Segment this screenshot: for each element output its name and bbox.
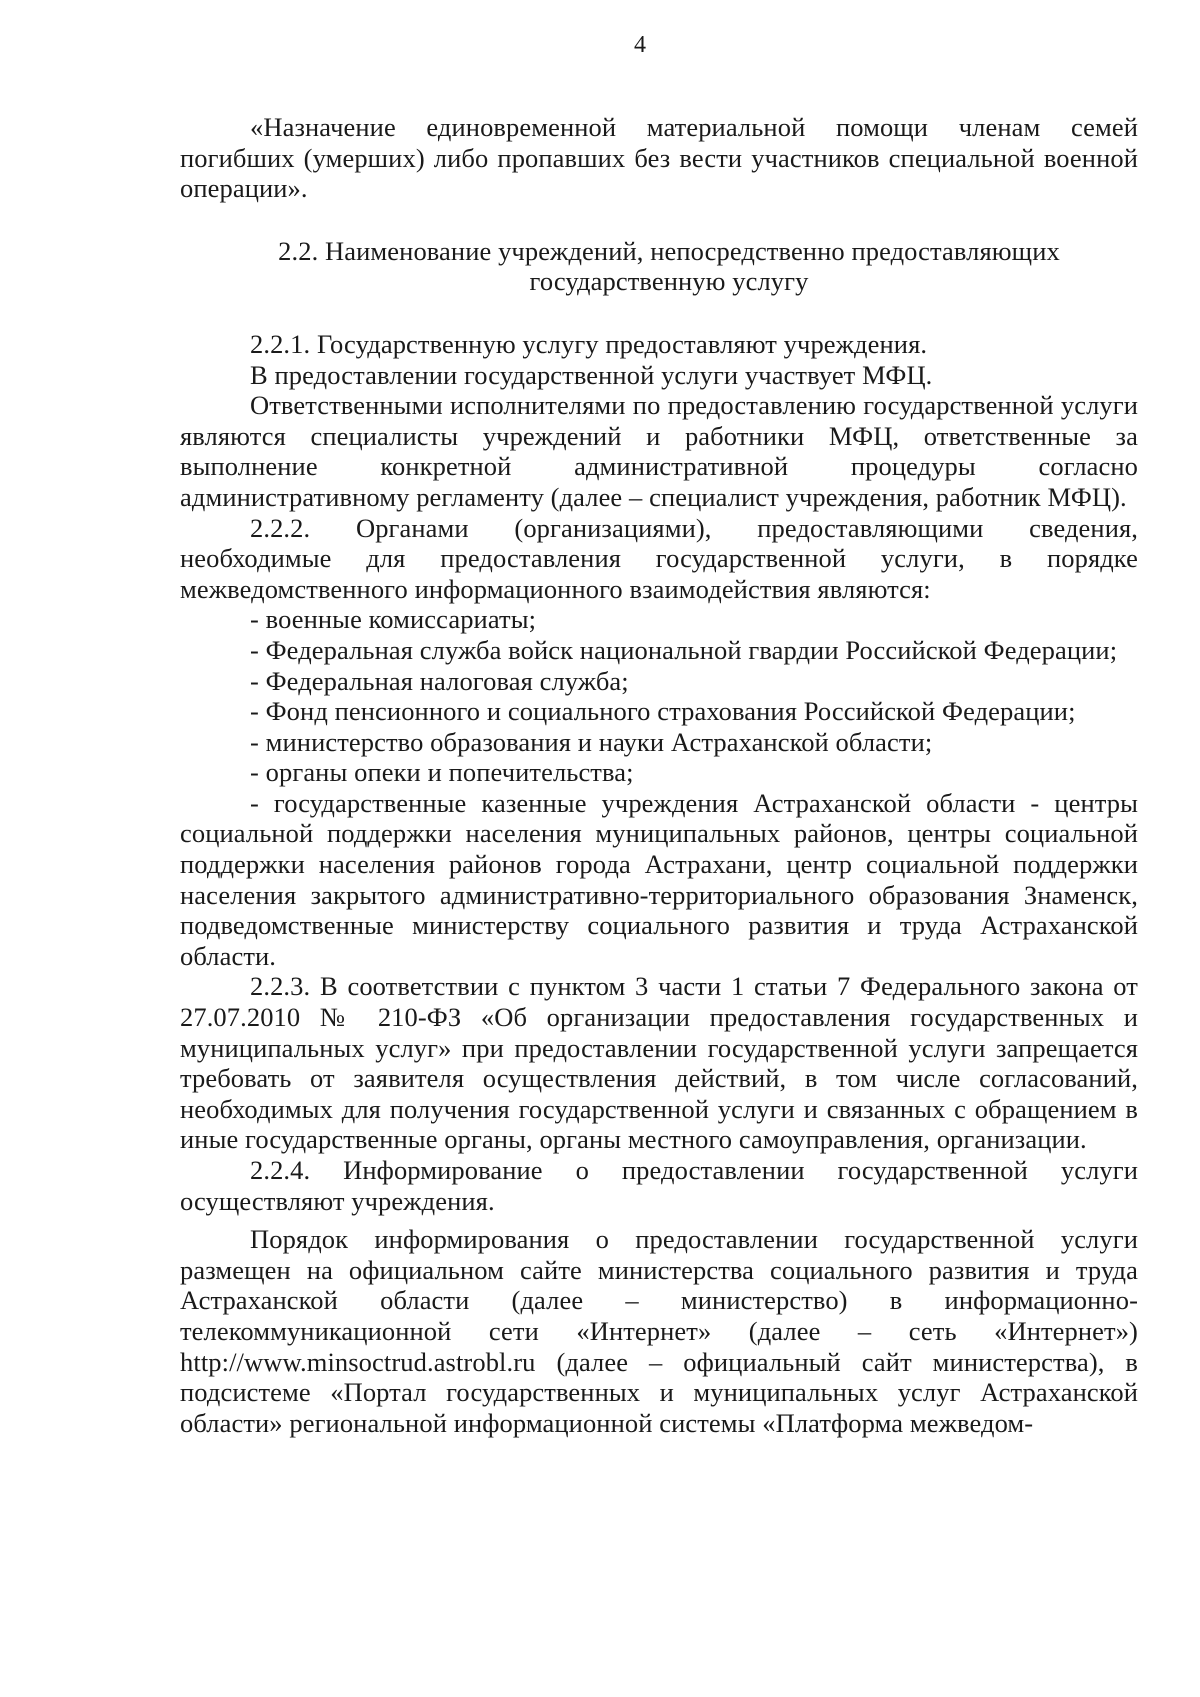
intro-paragraph: «Назначение единовременной материальной помощи членам семей погибших (умерших) либо пропавших без вести участников специальной военной операции». [180, 112, 1138, 204]
paragraph-2-2-2: 2.2.2. Органами (организациями), предоставляющими сведения, необходимые для предоставления государственной услуги, в порядке межведомственного информационного взаимодействия являются: [180, 512, 1138, 604]
paragraph-2-2-3: 2.2.3. В соответствии с пунктом 3 части 1 статьи 7 Федерального закона от 27.07.2010 № 210-ФЗ «Об организации предоставления государственных и муниципальных услуг» при предоставлении государственной услуги запрещается требовать от заявителя осуществления действий, в том числе согласований, необходимых для получения государственной услуги и связанных с обращением в иные государственные органы, органы местного самоуправления, организации. [180, 971, 1138, 1155]
section-heading-line2: государственную услугу [529, 266, 809, 297]
document-body [180, 112, 1138, 1438]
paragraph-2-2-4: 2.2.4. Информирование о предоставлении государственной услуги осуществляют учреждения. [180, 1155, 1138, 1216]
list-item: - Федеральная служба войск национальной гвардии Российской Федерации; [250, 634, 1118, 665]
paragraph-responsible: Ответственными исполнителями по предоставлению государственной услуги являются специалисты учреждений и работники МФЦ, ответственные за выполнение конкретной административной процедуры согласно административному регламенту (далее – специалист учреждения, работник МФЦ). [180, 390, 1138, 512]
list-item: - органы опеки и попечительства; [250, 757, 634, 788]
list-item: - государственные казенные учреждения Астраханской области - центры социальной поддержки населения муниципальных районов, центры социальной поддержки населения районов города Астрахани, центр социальной поддержки населения закрытого административно-территориального образования Знаменск, подведомственные министерству социального развития и труда Астраханской области. [180, 787, 1138, 971]
list-item: - Фонд пенсионного и социального страхования Российской Федерации; [250, 696, 1076, 727]
paragraph-information-order: Порядок информирования о предоставлении государственной услуги размещен на официальном сайте министерства социального развития и труда Астраханской области (далее – министерство) в информационно-телекоммуникационной сети «Интернет» (далее – сеть «Интернет») http://www.minsoctrud.astrobl.ru (далее – официальный сайт министерства), в подсистеме «Портал государственных и муниципальных услуг Астраханской области» региональной информационной системы «Платформа межведом- [180, 1224, 1138, 1438]
list-item: - Федеральная налоговая служба; [250, 665, 629, 696]
section-heading [180, 236, 1138, 297]
paragraph-mfc: В предоставлении государственной услуги участвует МФЦ. [250, 359, 933, 390]
list-item: - министерство образования и науки Астраханской области; [250, 726, 933, 757]
agencies-list [180, 604, 1138, 971]
section-heading-line1: 2.2. Наименование учреждений, непосредственно предоставляющих [278, 235, 1060, 266]
page-number: 4 [633, 32, 647, 58]
paragraph-2-2-1: 2.2.1. Государственную услугу предоставляют учреждения. [250, 328, 928, 359]
list-item: - военные комиссариаты; [250, 604, 537, 635]
